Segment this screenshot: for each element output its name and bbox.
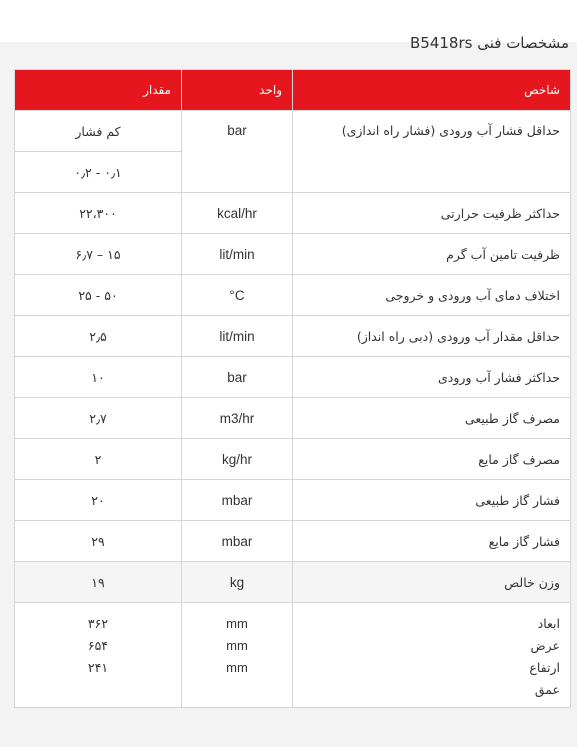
param-cell: حداکثر فشار آب ورودی — [293, 357, 571, 398]
value-cell: ۱۹ — [15, 562, 182, 603]
value-cell: ۲۲،۳۰۰ — [15, 193, 182, 234]
value-cell: ۲۹ — [15, 521, 182, 562]
param-cell: فشار گاز مایع — [293, 521, 571, 562]
dim-value: ۲۴۱ — [87, 660, 109, 675]
table-row — [15, 480, 571, 521]
param-cell: مصرف گاز طبیعی — [293, 398, 571, 439]
unit-cell: kcal/hr — [182, 193, 293, 234]
unit-cell: m3/hr — [182, 398, 293, 439]
dim-label: عرض — [530, 638, 560, 653]
param-cell: فشار گاز طبیعی — [293, 480, 571, 521]
param-cell: حداکثر ظرفیت حرارتی — [293, 193, 571, 234]
unit-cell: mbar — [182, 480, 293, 521]
unit-cell: lit/min — [182, 234, 293, 275]
dims-value-cell — [15, 603, 182, 708]
param-cell: وزن خالص — [293, 562, 571, 603]
spec-table-wrapper — [14, 69, 570, 708]
header-unit: واحد — [182, 70, 293, 111]
header-param: شاخص — [293, 70, 571, 111]
dim-label: ارتفاع — [529, 660, 560, 675]
dims-unit-cell — [182, 603, 293, 708]
value-cell: ۲۰ — [15, 480, 182, 521]
param-cell: حداقل مقدار آب ورودی (دبی راه انداز) — [293, 316, 571, 357]
unit-cell: bar — [182, 111, 293, 193]
value-cell: ۲٫۵ — [15, 316, 182, 357]
header-row — [15, 70, 571, 111]
header-value: مقدار — [15, 70, 182, 111]
table-row — [15, 111, 571, 152]
param-cell: اختلاف دمای آب ورودی و خروجی — [293, 275, 571, 316]
dims-param-cell — [293, 603, 571, 708]
table-row-dimensions — [15, 603, 571, 708]
table-row — [15, 562, 571, 603]
dim-value: ۶۵۴ — [87, 638, 109, 653]
table-row — [15, 193, 571, 234]
unit-cell: lit/min — [182, 316, 293, 357]
dim-label: عمق — [534, 682, 560, 697]
param-cell: ظرفیت تامین آب گرم — [293, 234, 571, 275]
value-cell: ۲ — [15, 439, 182, 480]
dim-value: ۳۶۲ — [87, 616, 109, 631]
table-row — [15, 439, 571, 480]
table-row — [15, 521, 571, 562]
spec-table — [14, 69, 571, 708]
table-row — [15, 398, 571, 439]
unit-cell: mbar — [182, 521, 293, 562]
unit-cell: bar — [182, 357, 293, 398]
value-cell: ۱۰ — [15, 357, 182, 398]
table-row — [15, 357, 571, 398]
param-cell: حداقل فشار آب ورودی (فشار راه اندازی) — [293, 111, 571, 193]
table-row — [15, 275, 571, 316]
value-cell: ۵۰ - ۲۵ — [15, 275, 182, 316]
dim-unit: mm — [226, 660, 248, 675]
value-cell: ۱۵ – ۶٫۷ — [15, 234, 182, 275]
param-cell: مصرف گاز مایع — [293, 439, 571, 480]
value-cell: کم فشار — [15, 111, 182, 152]
table-row — [15, 234, 571, 275]
dim-unit: mm — [226, 638, 248, 653]
value-cell: ۰٫۱ - ۰٫۲ — [15, 152, 182, 193]
unit-cell: kg — [182, 562, 293, 603]
unit-cell: kg/hr — [182, 439, 293, 480]
table-row — [15, 316, 571, 357]
dim-label: ابعاد — [537, 616, 560, 631]
page-title: مشخصات فنی B5418rs — [410, 34, 569, 52]
dim-unit: mm — [226, 616, 248, 631]
value-cell: ۲٫۷ — [15, 398, 182, 439]
unit-cell: °C — [182, 275, 293, 316]
